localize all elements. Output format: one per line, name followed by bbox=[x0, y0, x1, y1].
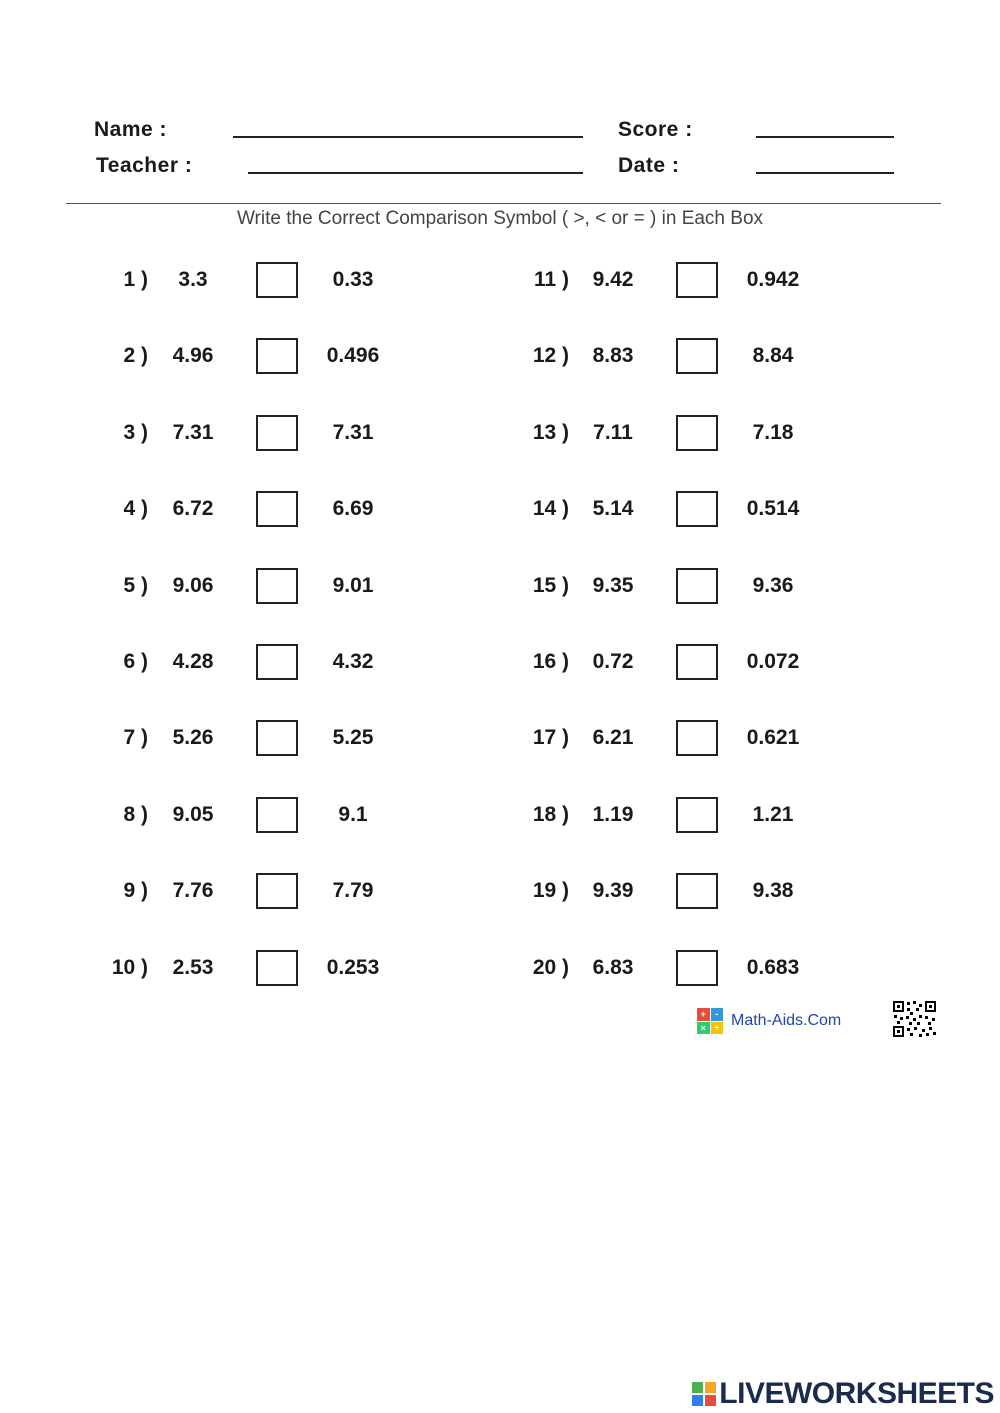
right-value: 9.36 bbox=[752, 573, 794, 597]
left-value: 3.3 bbox=[178, 268, 208, 291]
date-line bbox=[756, 172, 894, 174]
problem-number: 5 ) bbox=[123, 573, 148, 597]
right-value: 4.32 bbox=[332, 650, 374, 673]
right-value: 7.31 bbox=[332, 420, 374, 444]
left-value: 6.83 bbox=[592, 955, 634, 979]
right-value: 0.496 bbox=[326, 344, 380, 368]
right-value: 0.514 bbox=[746, 497, 800, 521]
right-value: 0.942 bbox=[746, 268, 800, 291]
left-value: 7.11 bbox=[593, 420, 633, 444]
left-value: 4.96 bbox=[172, 344, 214, 368]
right-value: 7.18 bbox=[752, 420, 794, 444]
problem-number: 10 ) bbox=[111, 955, 148, 979]
problem-row bbox=[0, 718, 1000, 758]
left-value: 4.28 bbox=[172, 650, 214, 673]
math-operators-icon bbox=[697, 1008, 723, 1034]
left-value: 1.19 bbox=[592, 802, 634, 826]
comparison-answer-box[interactable] bbox=[676, 568, 718, 604]
brand-icon-glyph: ÷ bbox=[711, 1022, 724, 1035]
problem-number: 9 ) bbox=[123, 879, 148, 903]
instructions: Write the Correct Comparison Symbol ( >, < or = ) in Each Box bbox=[236, 208, 764, 229]
right-value: 0.621 bbox=[746, 726, 800, 750]
left-value: 9.39 bbox=[592, 879, 634, 903]
left-value: 9.42 bbox=[592, 268, 634, 291]
right-value: 0.072 bbox=[746, 650, 800, 673]
left-value: 8.83 bbox=[592, 344, 634, 368]
right-value: 9.01 bbox=[332, 573, 374, 597]
liveworksheets-logo-text: LIVEWORKSHEETS bbox=[719, 1377, 994, 1410]
name-field[interactable] bbox=[233, 107, 587, 135]
comparison-answer-box[interactable] bbox=[676, 491, 718, 527]
right-value: 7.79 bbox=[332, 879, 374, 903]
comparison-answer-box[interactable] bbox=[676, 720, 718, 756]
score-field[interactable] bbox=[756, 107, 898, 135]
problem-number: 6 ) bbox=[123, 650, 148, 673]
problem-number: 7 ) bbox=[123, 726, 148, 750]
problem-row bbox=[0, 948, 1000, 988]
problem-number: 18 ) bbox=[532, 802, 569, 826]
left-value: 7.31 bbox=[172, 420, 214, 444]
score-label: Score : bbox=[618, 118, 693, 141]
right-value: 5.25 bbox=[332, 726, 374, 750]
left-value: 6.72 bbox=[172, 497, 214, 521]
left-value: 0.72 bbox=[592, 650, 634, 673]
comparison-answer-box[interactable] bbox=[676, 797, 718, 833]
date-label: Date : bbox=[618, 154, 680, 177]
comparison-answer-box[interactable] bbox=[676, 415, 718, 451]
header-divider bbox=[66, 203, 941, 204]
name-line bbox=[233, 136, 583, 138]
math-aids-brand bbox=[697, 1006, 841, 1036]
left-value: 9.05 bbox=[172, 802, 214, 826]
comparison-answer-box[interactable] bbox=[676, 873, 718, 909]
problem-number: 4 ) bbox=[123, 497, 148, 521]
teacher-line bbox=[248, 172, 583, 174]
qr-code-icon bbox=[892, 1000, 937, 1038]
comparison-answer-box[interactable] bbox=[676, 950, 718, 986]
score-line bbox=[756, 136, 894, 138]
problem-number: 2 ) bbox=[123, 344, 148, 368]
problem-row bbox=[0, 795, 1000, 835]
problem-number: 16 ) bbox=[532, 650, 569, 673]
problem-number: 17 ) bbox=[532, 726, 569, 750]
liveworksheets-logo bbox=[692, 1375, 994, 1413]
brand-icon-glyph: × bbox=[697, 1022, 710, 1035]
problem-number: 3 ) bbox=[123, 420, 148, 444]
right-value: 0.683 bbox=[746, 955, 800, 979]
comparison-answer-box[interactable] bbox=[676, 262, 718, 298]
problem-number: 12 ) bbox=[532, 344, 569, 368]
brand-icon-glyph: - bbox=[711, 1008, 724, 1021]
right-value: 6.69 bbox=[332, 497, 374, 521]
name-label: Name : bbox=[94, 118, 168, 141]
right-value: 9.1 bbox=[338, 802, 368, 826]
brand-icon-glyph: + bbox=[697, 1008, 710, 1021]
problem-row bbox=[0, 413, 1000, 453]
problem-row bbox=[0, 871, 1000, 911]
comparison-answer-box[interactable] bbox=[676, 644, 718, 680]
problem-row bbox=[0, 566, 1000, 606]
problem-number: 15 ) bbox=[532, 573, 569, 597]
left-value: 5.26 bbox=[172, 726, 214, 750]
problem-number: 8 ) bbox=[123, 802, 148, 826]
problem-number: 19 ) bbox=[532, 879, 569, 903]
problem-row bbox=[0, 489, 1000, 529]
right-value: 8.84 bbox=[752, 344, 794, 368]
problem-number: 13 ) bbox=[532, 420, 569, 444]
date-field[interactable] bbox=[756, 143, 898, 171]
teacher-label: Teacher : bbox=[96, 154, 193, 177]
left-value: 5.14 bbox=[592, 497, 634, 521]
left-value: 2.53 bbox=[172, 955, 214, 979]
left-value: 7.76 bbox=[172, 879, 214, 903]
problem-row bbox=[0, 642, 1000, 682]
comparison-answer-box[interactable] bbox=[676, 338, 718, 374]
problem-row bbox=[0, 260, 1000, 300]
left-value: 6.21 bbox=[592, 726, 634, 750]
right-value: 0.33 bbox=[332, 268, 374, 291]
right-value: 0.253 bbox=[326, 955, 380, 979]
right-value: 1.21 bbox=[752, 802, 794, 826]
teacher-field[interactable] bbox=[248, 143, 587, 171]
problem-row bbox=[0, 336, 1000, 376]
problem-number: 14 ) bbox=[532, 497, 569, 521]
problem-number: 1 ) bbox=[123, 268, 148, 291]
left-value: 9.06 bbox=[172, 573, 214, 597]
right-value: 9.38 bbox=[752, 879, 794, 903]
liveworksheets-logo-icon bbox=[692, 1382, 716, 1406]
brand-link[interactable]: Math-Aids.Com bbox=[731, 1012, 842, 1029]
problem-number: 11 ) bbox=[533, 268, 569, 291]
left-value: 9.35 bbox=[592, 573, 634, 597]
problem-number: 20 ) bbox=[532, 955, 569, 979]
